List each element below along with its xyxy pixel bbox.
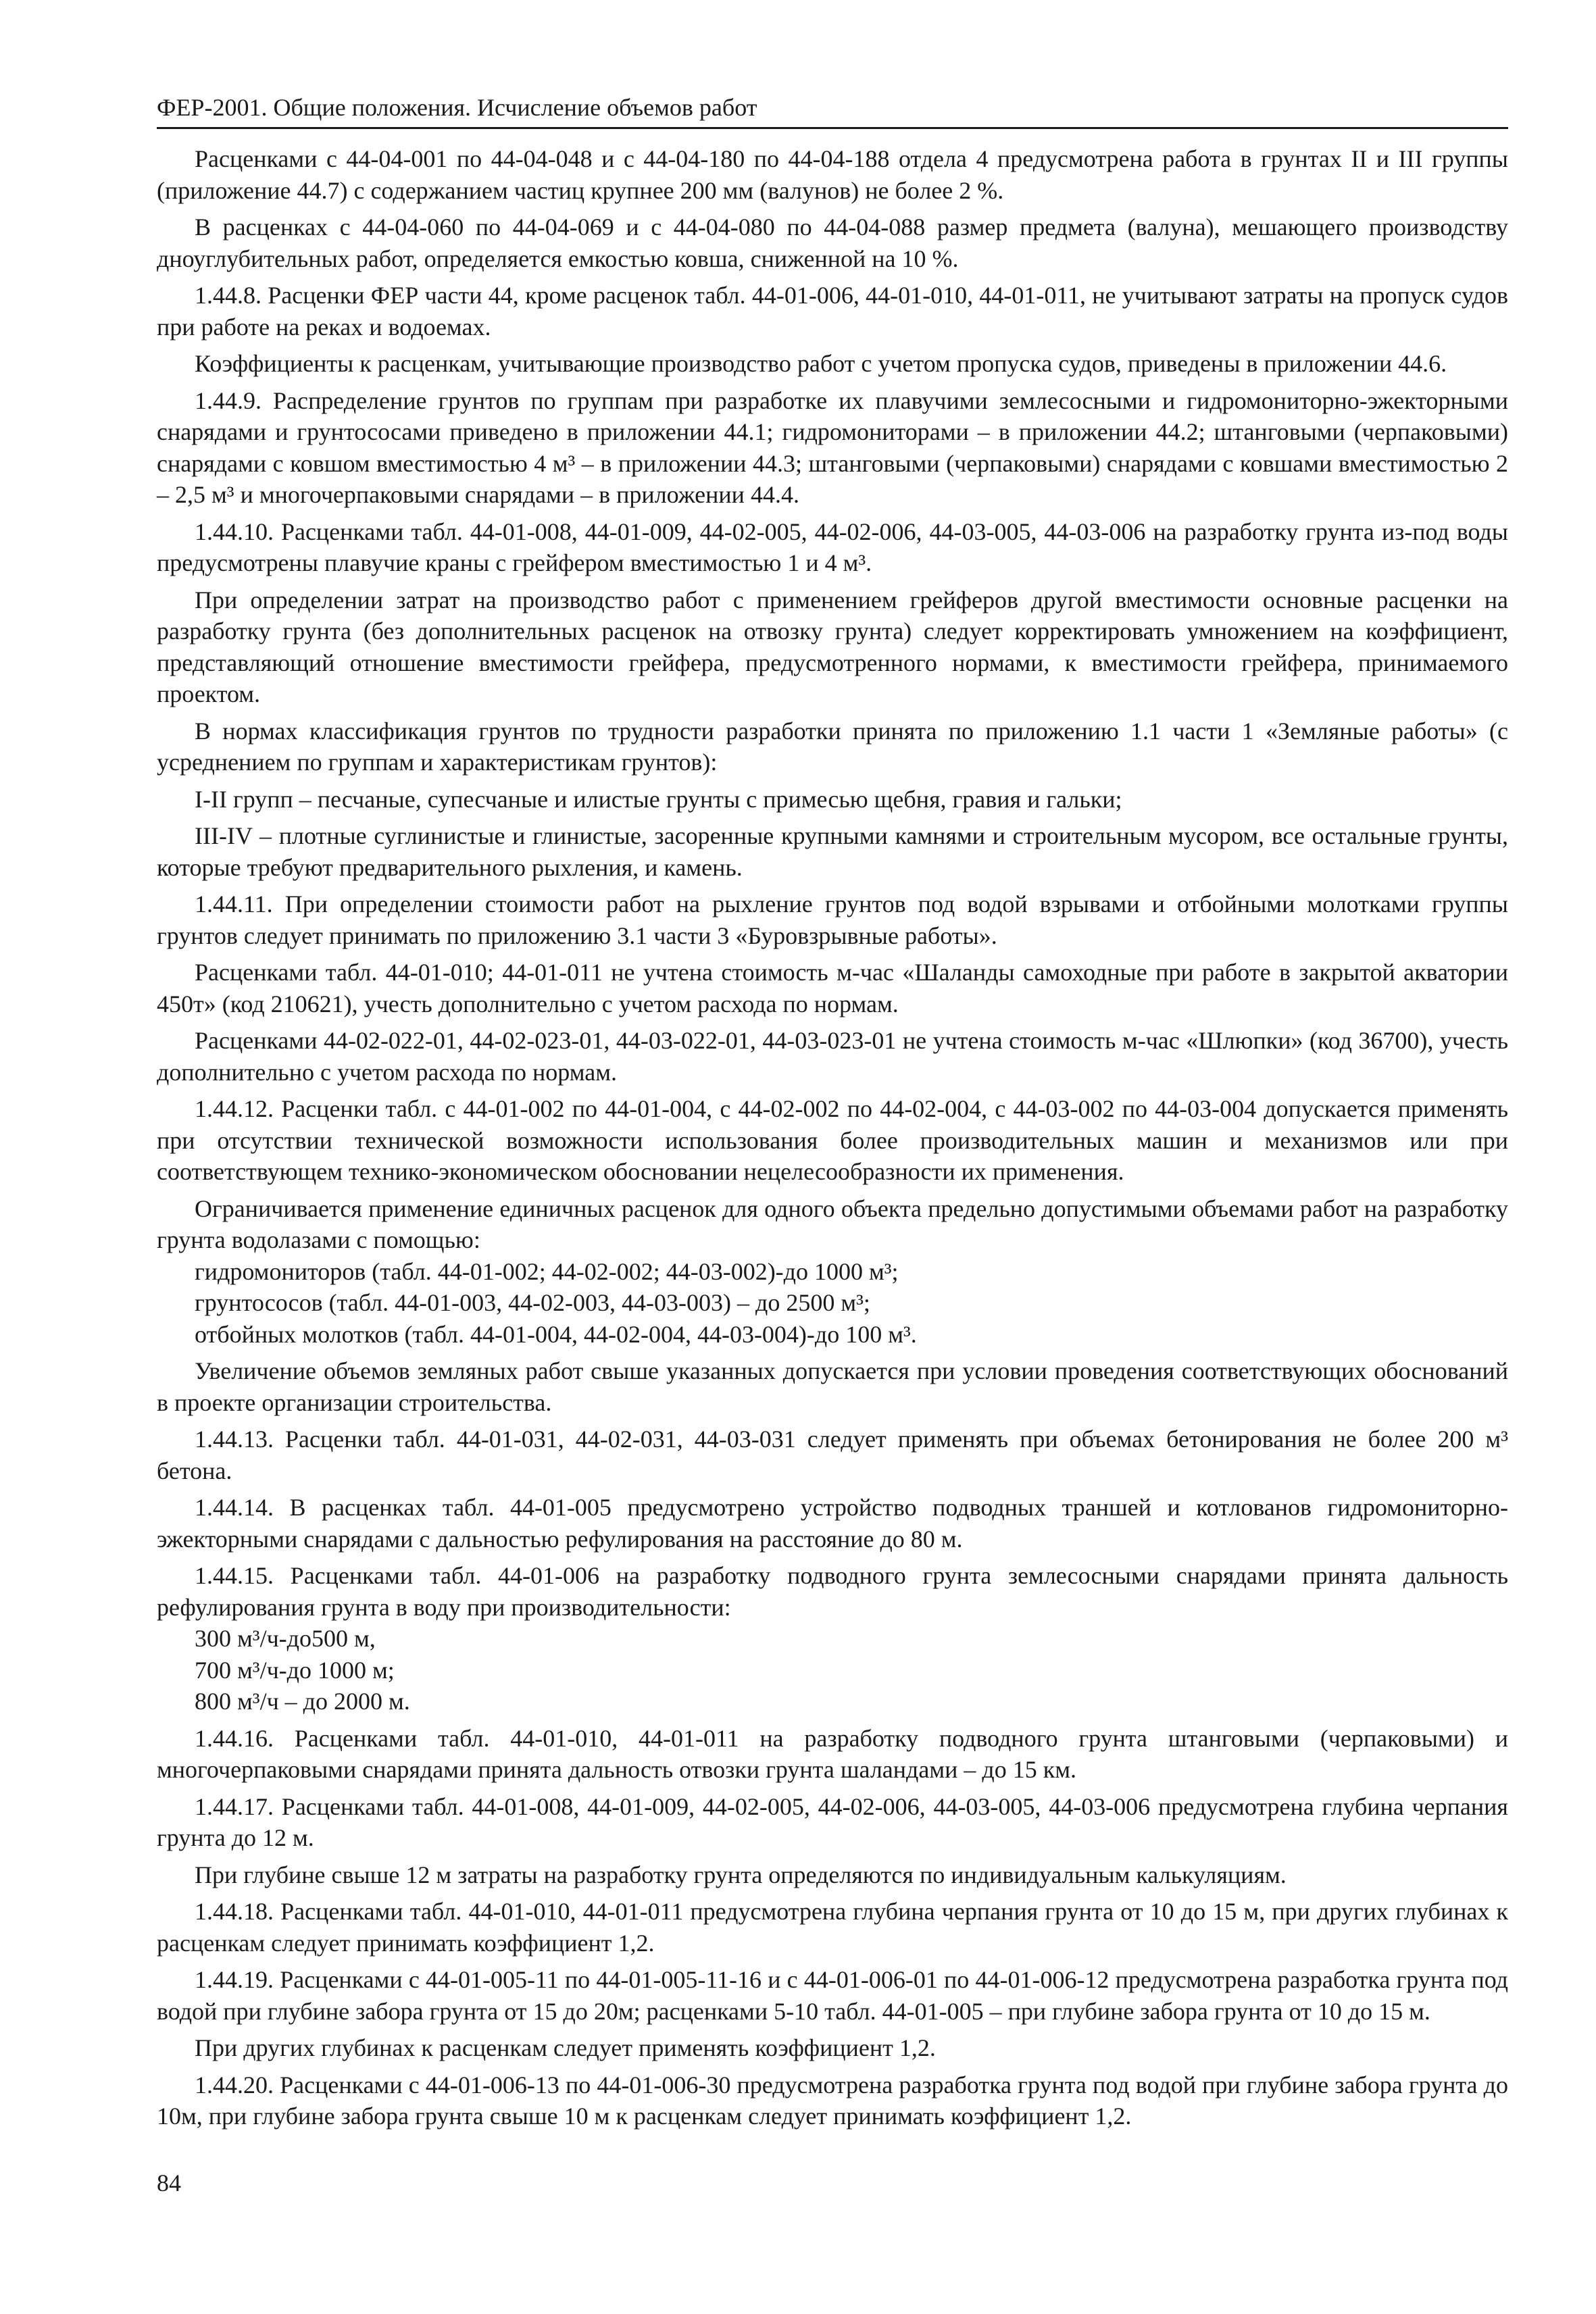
body-text — [157, 143, 1508, 2132]
paragraph: 1.44.15. Расценками табл. 44-01-006 на разработку подводного грунта землесосными снарядами принята дальность рефулирования грунта в воду при производительности: — [157, 1562, 1508, 1621]
paragraph: Ограничивается применение единичных расценок для одного объекта предельно допустимыми объемами работ на разработку грунта водолазами с помощью: — [157, 1194, 1508, 1253]
paragraph: Расценками 44-02-022-01, 44-02-023-01, 44-03-022-01, 44-03-023-01 не учтена стоимость м-час «Шлюпки» (код 36700), учесть дополнительно с учетом расхода по нормам. — [157, 1027, 1508, 1086]
list-item: 700 м³/ч-до 1000 м; — [195, 1656, 395, 1684]
paragraph: 1.44.8. Расценки ФЕР части 44, кроме расценок табл. 44-01-006, 44-01-010, 44-01-011, не учитывают затраты на пропуск судов при работе на реках и водоемах. — [157, 282, 1508, 341]
paragraph: 1.44.20. Расценками с 44-01-006-13 по 44-01-006-30 предусмотрена разработка грунта под водой при глубине забора грунта до 10м, при глубине забора грунта свыше 10 м к расценкам следует принимать коэффициент 1,2. — [157, 2071, 1508, 2130]
list-item: 300 м³/ч-до500 м, — [195, 1625, 376, 1652]
list-item: грунтососов (табл. 44-01-003, 44-02-003, 44-03-003) – до 2500 м³; — [195, 1289, 870, 1316]
paragraph: Увеличение объемов земляных работ свыше указанных допускается при условии проведения соответствующих обоснований в проекте организации строительства. — [157, 1357, 1508, 1416]
paragraph: 1.44.11. При определении стоимости работ на рыхление грунтов под водой взрывами и отбойными молотками группы грунтов следует принимать по приложению 3.1 части 3 «Буровзрывные работы». — [157, 890, 1508, 949]
page-number: 84 — [157, 2169, 181, 2196]
paragraph: Расценками с 44-04-001 по 44-04-048 и с 44-04-180 по 44-04-188 отдела 4 предусмотрена работа в грунтах II и III группы (приложение 44.7) с содержанием частиц крупнее 200 мм (валунов) не более 2 %. — [157, 145, 1508, 204]
paragraph: При других глубинах к расценкам следует применять коэффициент 1,2. — [195, 2034, 936, 2061]
paragraph: 1.44.13. Расценки табл. 44-01-031, 44-02-031, 44-03-031 следует применять при объемах бетонирования не более 200 м³ бетона. — [157, 1426, 1508, 1484]
paragraph: 1.44.16. Расценками табл. 44-01-010, 44-01-011 на разработку подводного грунта штанговыми (черпаковыми) и многочерпаковыми снарядами принята дальность отвозки грунта шаландами – до 15 км. — [157, 1724, 1508, 1783]
paragraph: 1.44.14. В расценках табл. 44-01-005 предусмотрено устройство подводных траншей и котлованов гидромониторно-эжекторными снарядами с дальностью рефулирования на расстояние до 80 м. — [157, 1494, 1508, 1553]
paragraph: III-IV – плотные суглинистые и глинистые, засоренные крупными камнями и строительным мусором, все остальные грунты, которые требуют предварительного рыхления, и камень. — [157, 822, 1508, 881]
paragraph: 1.44.10. Расценками табл. 44-01-008, 44-01-009, 44-02-005, 44-02-006, 44-03-005, 44-03-006 на разработку грунта из-под воды предусмотрены плавучие краны с грейфером вместимостью 1 и 4 м³. — [157, 518, 1508, 576]
paragraph: Расценками табл. 44-01-010; 44-01-011 не учтена стоимость м-час «Шаланды самоходные при работе в закрытой акватории 450т» (код 210621), учесть дополнительно с учетом расхода по нормам. — [157, 959, 1508, 1017]
paragraph: Коэффициенты к расценкам, учитывающие производство работ с учетом пропуска судов, приведены в приложении 44.6. — [195, 350, 1447, 377]
paragraph: В нормах классификация грунтов по трудности разработки принята по приложению 1.1 части 1 «Земляные работы» (с усреднением по группам и характеристикам грунтов): — [157, 717, 1508, 776]
paragraph: При глубине свыше 12 м затраты на разработку грунта определяются по индивидуальным калькуляциям. — [195, 1861, 1287, 1888]
paragraph: 1.44.12. Расценки табл. с 44-01-002 по 44-01-004, с 44-02-002 по 44-02-004, с 44-03-002 по 44-03-004 допускается применять при отсутствии технической возможности использования более производительных машин и механизмов или при соответствующем технико-экономическом обосновании нецелесообразности их применения. — [157, 1095, 1508, 1185]
paragraph: 1.44.18. Расценками табл. 44-01-010, 44-01-011 предусмотрена глубина черпания грунта от 10 до 15 м, при других глубинах к расценкам следует принимать коэффициент 1,2. — [157, 1898, 1508, 1957]
paragraph: При определении затрат на производство работ с применением грейферов другой вместимости основные расценки на разработку грунта (без дополнительных расценок на отвозку грунта) следует корректировать умножением на коэффициент, представляющий отношение вместимости грейфера, предусмотренного нормами, к вместимости грейфера, принимаемого проектом. — [157, 586, 1508, 707]
paragraph: I-II групп – песчаные, супесчаные и илистые грунты с примесью щебня, гравия и гальки; — [195, 785, 1122, 813]
list-item: отбойных молотков (табл. 44-01-004, 44-02-004, 44-03-004)-до 100 м³. — [195, 1320, 917, 1348]
paragraph: 1.44.9. Распределение грунтов по группам при разработке их плавучими землесосными и гидромониторно-эжекторными снарядами и грунтососами приведено в приложении 44.1; гидромониторами – в приложении 44.2; штанговыми (черпаковыми) снарядами с ковшом вместимостью 4 м³ – в приложении 44.3; штанговыми (черпаковыми) снарядами с ковшами вместимостью 2 – 2,5 м³ и многочерпаковыми снарядами – в приложении 44.4. — [157, 386, 1508, 508]
list-item: 800 м³/ч – до 2000 м. — [195, 1688, 410, 1715]
paragraph: В расценках с 44-04-060 по 44-04-069 и с 44-04-080 по 44-04-088 размер предмета (валуна), мешающего производству дноуглубительных работ, определяется емкостью ковша, сниженной на 10 %. — [157, 213, 1508, 272]
list-item: гидромониторов (табл. 44-01-002; 44-02-002; 44-03-002)-до 1000 м³; — [195, 1257, 899, 1285]
running-header: ФЕР-2001. Общие положения. Исчисление объемов работ — [157, 92, 1508, 129]
paragraph: 1.44.17. Расценками табл. 44-01-008, 44-01-009, 44-02-005, 44-02-006, 44-03-005, 44-03-006 предусмотрена глубина черпания грунта до 12 м. — [157, 1792, 1508, 1851]
paragraph: 1.44.19. Расценками с 44-01-005-11 по 44-01-005-11-16 и с 44-01-006-01 по 44-01-006-12 предусмотрена разработка грунта под водой при глубине забора грунта от 15 до 20м; расценками 5-10 табл. 44-01-005 – при глубине забора грунта от 10 до 15 м. — [157, 1966, 1508, 2025]
